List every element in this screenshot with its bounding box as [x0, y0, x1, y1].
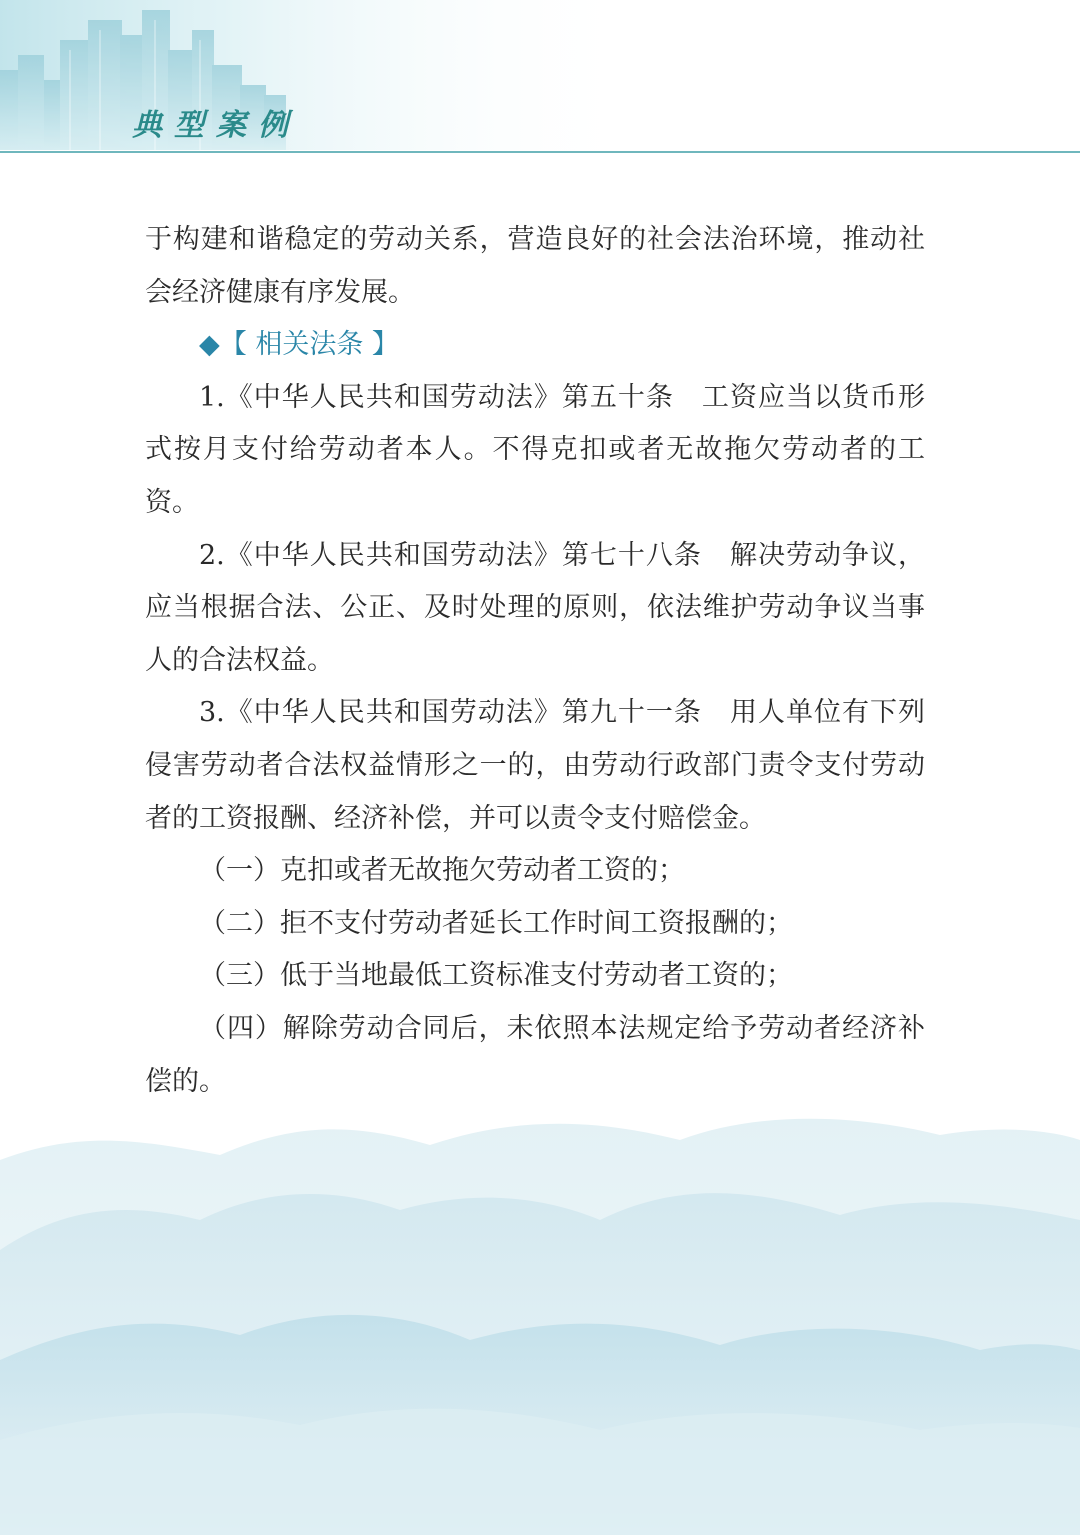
list-item-2: （二）拒不支付劳动者延长工作时间工资报酬的；: [199, 907, 793, 939]
list-item-3: （三）低于当地最低工资标准支付劳动者工资的；: [199, 960, 793, 992]
section-heading: [145, 319, 925, 372]
section-title: 【 相关法条 】: [219, 329, 399, 361]
main-text: [145, 214, 925, 1108]
diamond-icon: ◆: [199, 329, 220, 361]
mountain-landscape-illustration: [0, 1100, 1080, 1535]
list-item-1: （一）克扣或者无故拖欠劳动者工资的；: [199, 855, 685, 887]
header-divider: [0, 151, 1080, 153]
list-item-4: （四）解除劳动合同后，未依照本法规定给予劳动者经济补偿的。: [145, 1012, 925, 1097]
article-1: 1.《中华人民共和国劳动法》第五十条 工资应当以货币形式按月支付给劳动者本人。不得克扣或者无故拖欠劳动者的工资。: [145, 381, 925, 518]
article-2: 2.《中华人民共和国劳动法》第七十八条 解决劳动争议，应当根据合法、公正、及时处理的原则，依法维护劳动争议当事人的合法权益。: [145, 539, 925, 676]
article-3: 3.《中华人民共和国劳动法》第九十一条 用人单位有下列侵害劳动者合法权益情形之一的，由劳动行政部门责令支付劳动者的工资报酬、经济补偿，并可以责令支付赔偿金。: [145, 697, 925, 834]
page-header: [0, 0, 1080, 160]
header-title: 典型案例: [132, 108, 300, 143]
intro-paragraph: 于构建和谐稳定的劳动关系，营造良好的社会法治环境，推动社会经济健康有序发展。: [145, 224, 925, 308]
